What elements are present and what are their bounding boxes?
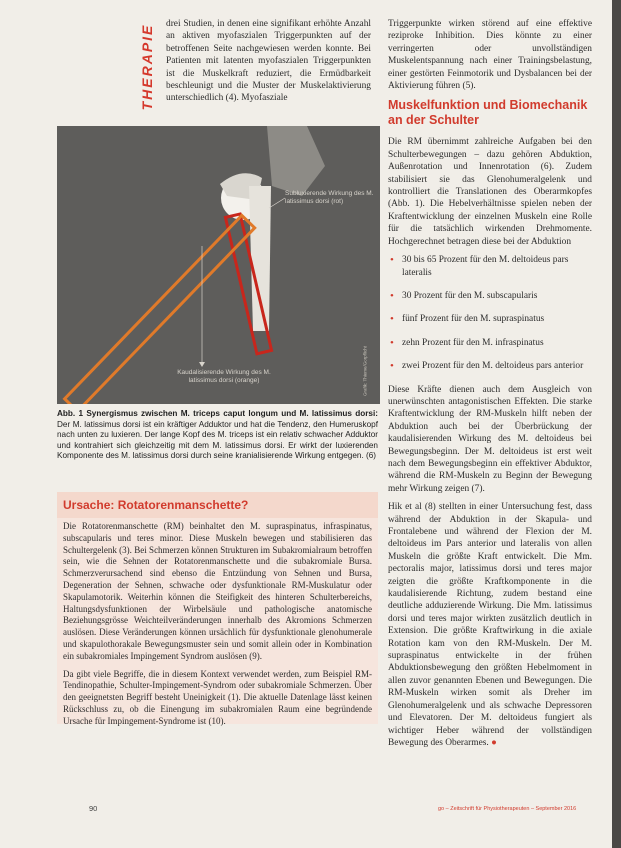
bullet-icon: • <box>390 289 394 302</box>
section-label: THERAPIE <box>139 23 155 111</box>
right-paragraph-4: Hik et al (8) stellten in einer Untersuchung fest, dass während der Abduktion in der Skapula- und Frontalebene und während der Flexion der M. deltoideus im Pars anterior und lateralis von allen Muskeln die größte Kraft entwickelt. Die Mm. pectoralis major, latissimus dorsi und teres major zeigten die größte Kraftkomponente in die kaudalisierende Richtung, zudem bestand eine deutliche adduzierende Wirkung. Die Mm. latissimus dorsi und teres major wirkten zusätzlich deutlich in Extension. Die größte Kraftwirkung in die axiale Rotation kam von den RM-Muskeln. Der M. supraspinatus entwickelte in der frühen Abduktionsbewegung den größten Hebelmoment in allen zuvor genannten Ebenen und Bewegungen. Die RM-Muskeln wirken somit als Dreher im Glenohumeralgelenk und als schwache Depressoren und Elevatoren. Der M. deltoideus fungiert als wichtiger Heber während der vollständigen Bewegung des Oberarmes. ● <box>388 502 592 748</box>
info-box-body <box>63 521 372 734</box>
footer-publication: go – Zeitschrift für Physiotherapeuten – September 2016 <box>438 806 577 812</box>
info-box-title: Ursache: Rotatorenmanschette? <box>63 498 249 512</box>
bullet-icon: • <box>390 254 394 267</box>
page-number: 90 <box>89 804 98 813</box>
right-column <box>388 18 592 755</box>
bullet-icon: • <box>390 313 394 326</box>
page-edge-shadow <box>612 0 621 848</box>
torque-bullet-list <box>388 254 592 372</box>
info-box-paragraph-2: Da gibt viele Begriffe, die in diesem Kontext verwendet werden, zum Beispiel RM-Tendinopathie, Schulter-Impingement-Syndrom oder subakromiale Schmerzen. Über den geeignetsten Begriff besteht Uneinigkeit (1). Die aktuelle Datenlage lässt keinen Rückschluss zu, ob die Einengung im subakromialen Raum eine begründende Ursache für Impingement-Syndrome ist (10). <box>63 668 372 726</box>
list-item: • 30 bis 65 Prozent für den M. deltoideus pars lateralis <box>390 254 569 278</box>
list-item: • 30 Prozent für den M. subscapularis <box>390 289 538 302</box>
figure-credit: Grafik: Thieme/Gorpflicht <box>362 346 368 396</box>
right-paragraph-2: Die RM übernimmt zahlreiche Aufgaben bei den Schulterbewegungen – dazu gehören Abduktion, Außenrotation und Innenrotation (6). Zudem stabilisiert sie das Glenohumeralgelenk und kontrolliert die Translationen des Oberarmkopfes (Abb. 1). Die Hebelverhältnisse spielen neben der Kraftentwicklung der einzelnen Muskeln eine Rolle für die tatsächlich wirkenden Drehmomente. Hochgerechnet betragen diese bei der Abduktion <box>388 137 592 247</box>
list-item: • zehn Prozent für den M. infraspinatus <box>390 336 544 349</box>
info-box-paragraph-1: Die Rotatorenmanschette (RM) beinhaltet den M. supraspinatus, infraspinatus, subscapularis und teres minor. Diese Muskeln bewegen und stabilisieren das Schultergelenk (3). Bei Schmerzen können Strukturen im Subakromialraum betroffen sein, wie die Sehnen der Rotatorenmanschette und die subakromiale Bursa. Schmerzverursachend sind ebenso die Entzündung von Sehnen und Bursa, Degeneration der Sehnen, schwache oder dysfunktionale RM-Muskulatur oder Skapulamotorik. Weiterhin können die Steifigkeit des hinteren Schulterbereichs, Haltungsdysfunktionen der Wirbelsäule und pathologische anatomische Beziehungsgrösse Weichteilveränderungen innerhalb des Akromions Schmerzen auslösen. Diese Veränderungen können ursächlich für dysfunktionale glenohumerale und skapulothorakale Bewegungsmuster sein und somit allein oder in Kombination ein subakromiales Impingement Syndrom auslösen (9). <box>63 521 372 661</box>
section-heading: Muskelfunktion und Biomechanik an der Schulter <box>388 98 588 128</box>
caption-text: Der M. latissimus dorsi ist ein kräftiger Adduktor und hat die Tendenz, den Humeruskopf nach unten zu luxieren. Der lange Kopf des M. triceps ist ein relativ schwacher Adduktor und kontrahiert sich gleichzeitig mit dem M. latissimus dorsi. Er wirkt der luxierenden Komponente des M. latissimus dorsi durch seine kranialisierende Wirkung entgegen. (6) <box>57 419 378 461</box>
right-paragraph-1: Triggerpunkte wirken störend auf eine effektive reziproke Inhibition. Dies könnte zu einer verringerten oder unvollständigen Muskelentspannung nach einer Trainingsbelastung, einer gestörten Feinmotorik und Dysbalancen bei der Aktivierung führen (5). <box>388 19 592 92</box>
figure-caption <box>57 409 378 462</box>
left-top-paragraph: drei Studien, in denen eine signifikant erhöhte Anzahl an aktiven myofaszialen Triggerpunkten auf der betroffenen Seite nachgewiesen werden konnte. Bei Patienten mit latenten myofaszialen Triggerpunkten ist die Muskelkraft reduziert, die Ermüdbarkeit beschleunigt und die Muster der Muskelaktivierung unterschiedlich (4). Myofasziale <box>166 19 371 104</box>
bullet-icon: • <box>390 336 394 349</box>
list-item: • fünf Prozent für den M. supraspinatus <box>390 313 545 326</box>
end-mark-icon: ● <box>491 737 497 748</box>
caption-label: Abb. 1 Synergismus zwischen M. triceps caput longum und M. latissimus dorsi: <box>57 409 378 418</box>
figure-label-bottom: Kaudalisierende Wirkung des M. latissimus dorsi (orange) <box>177 369 271 384</box>
figure-label-top: Subluxierende Wirkung des M. latissimus dorsi (rot) <box>285 190 374 205</box>
list-item: • zwei Prozent für den M. deltoideus pars anterior <box>390 360 584 373</box>
right-paragraph-3: Diese Kräfte dienen auch dem Ausgleich von unerwünschten antagonistischen Effekten. Die starke Kraftentwicklung der RM-Muskeln hilft neben der Abduktion auch bei der Überbrückung der kaudalisierenden Wirkung des M. deltoideus bei Bewegungsbeginn. Der M. deltoideus ist erst weit nach dem Bewegungsbeginn ein effektiver Abduktor, während die RM-Muskeln zu Beginn der Bewegung mehr Wirkung zeigen (7). <box>388 384 592 494</box>
left-top-column <box>166 18 371 111</box>
bullet-icon: • <box>390 360 394 373</box>
shoulder-illustration-svg <box>57 126 380 404</box>
figure-shoulder-illustration <box>57 126 380 404</box>
